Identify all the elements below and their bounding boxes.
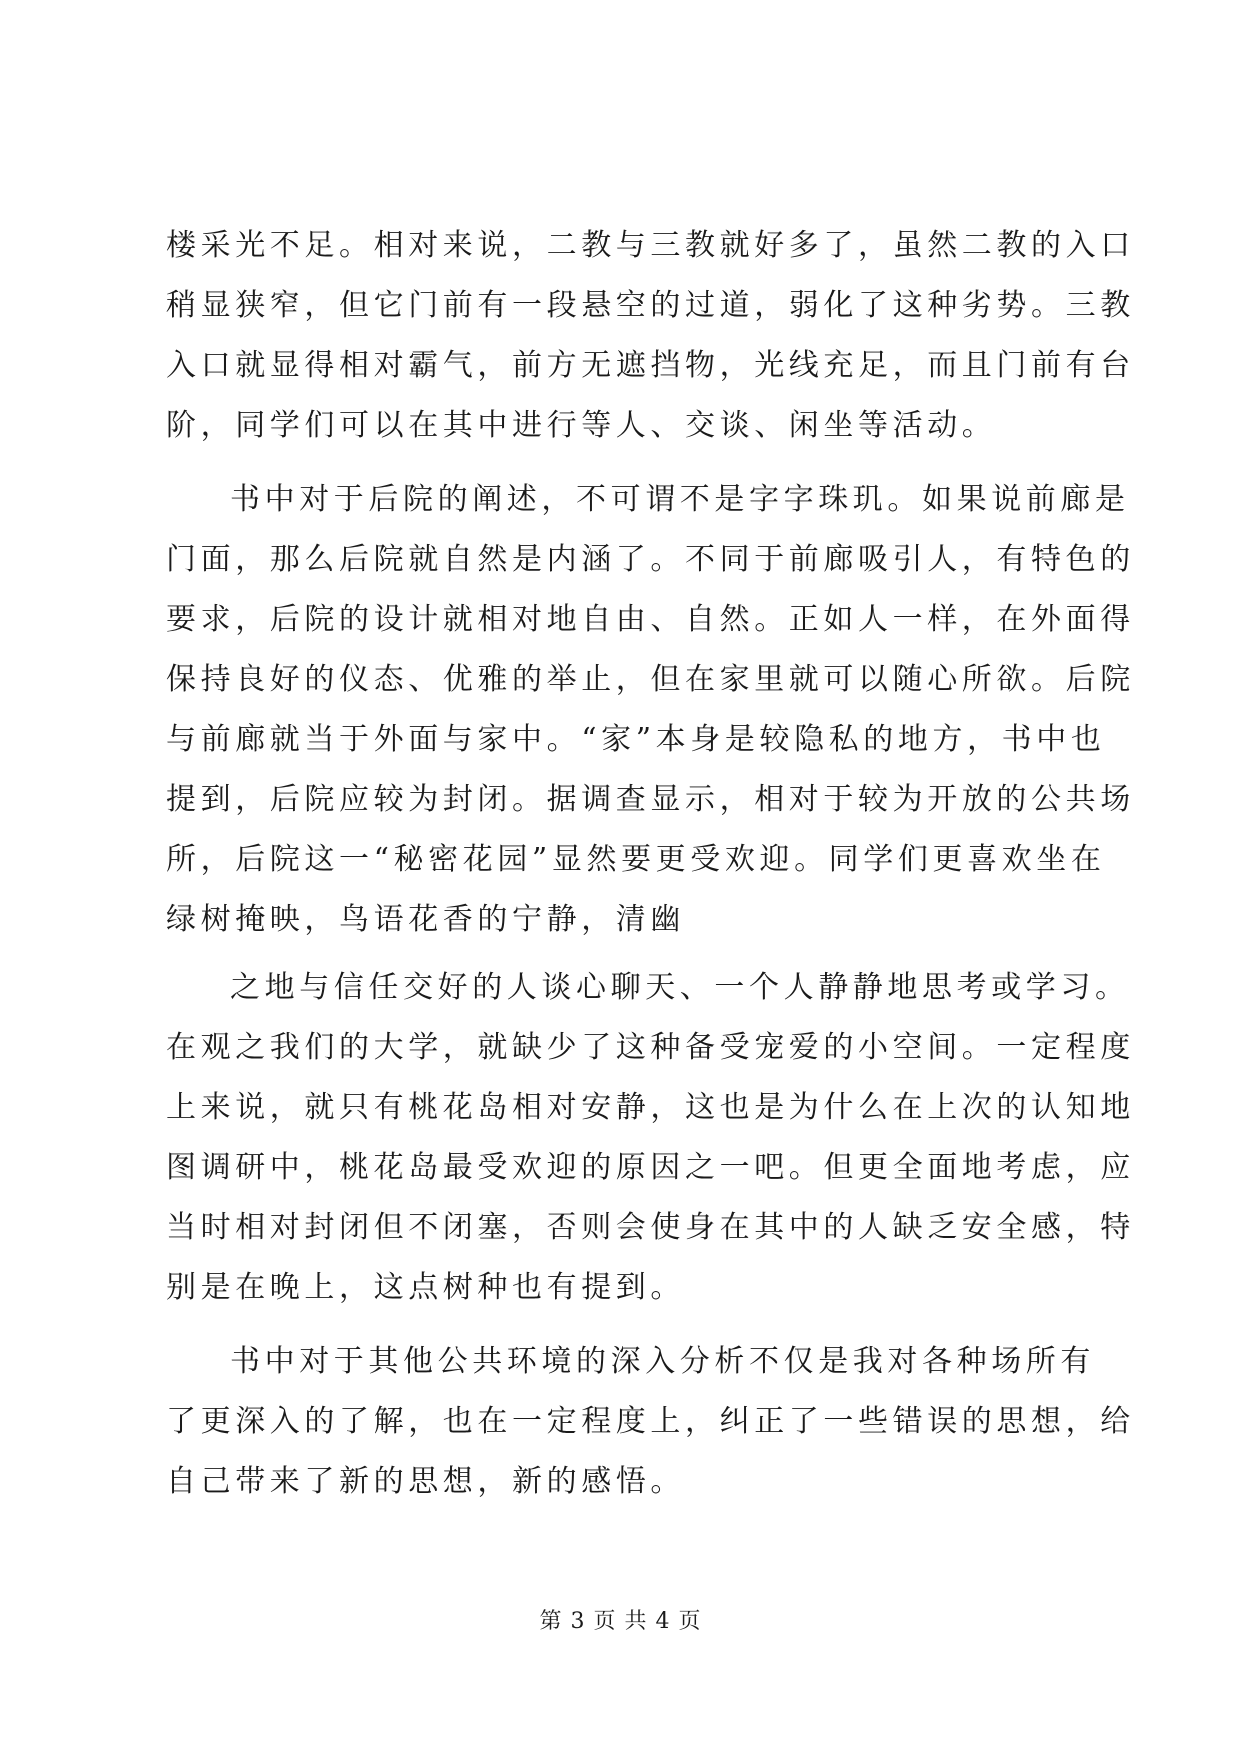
text-line: 别是在晚上，这点树种也有提到。 <box>166 1270 685 1305</box>
paragraph-first-line: 书中对于后院的阐述，不可谓不是字字珠玑。如果说前廊是 <box>230 482 1130 517</box>
text-line: 与前廊就当于外面与家中。“家”本身是较隐私的地方，书中也 <box>166 722 1106 757</box>
text-line: 保持良好的仪态、优雅的举止，但在家里就可以随心所欲。后院 <box>166 662 1135 697</box>
text-line: 绿树掩映，鸟语花香的宁静，清幽 <box>166 902 685 937</box>
text-line: 自己带来了新的思想，新的感悟。 <box>166 1464 685 1499</box>
text-line: 所，后院这一“秘密花园”显然要更受欢迎。同学们更喜欢坐在 <box>166 842 1106 877</box>
text-line: 阶，同学们可以在其中进行等人、交谈、闲坐等活动。 <box>166 408 997 443</box>
text-line: 要求，后院的设计就相对地自由、自然。正如人一样，在外面得 <box>166 602 1135 637</box>
paragraph-first-line: 书中对于其他公共环境的深入分析不仅是我对各种场所有 <box>230 1344 1095 1379</box>
text-line: 入口就显得相对霸气，前方无遮挡物，光线充足，而且门前有台 <box>166 348 1135 383</box>
text-line: 图调研中，桃花岛最受欢迎的原因之一吧。但更全面地考虑，应 <box>166 1150 1135 1185</box>
page-number: 第 3 页 共 4 页 <box>539 1609 702 1634</box>
text-line: 稍显狭窄，但它门前有一段悬空的过道，弱化了这种劣势。三教 <box>166 288 1135 323</box>
text-line: 上来说，就只有桃花岛相对安静，这也是为什么在上次的认知地 <box>166 1090 1135 1125</box>
paragraph-first-line: 之地与信任交好的人谈心聊天、一个人静静地思考或学习。 <box>230 970 1130 1005</box>
text-line: 楼采光不足。相对来说，二教与三教就好多了，虽然二教的入口 <box>166 228 1135 263</box>
text-line: 在观之我们的大学，就缺少了这种备受宠爱的小空间。一定程度 <box>166 1030 1135 1065</box>
text-line: 门面，那么后院就自然是内涵了。不同于前廊吸引人，有特色的 <box>166 542 1135 577</box>
text-line: 提到，后院应较为封闭。据调查显示，相对于较为开放的公共场 <box>166 782 1135 817</box>
text-line: 了更深入的了解，也在一定程度上，纠正了一些错误的思想，给 <box>166 1404 1135 1439</box>
text-line: 当时相对封闭但不闭塞，否则会使身在其中的人缺乏安全感，特 <box>166 1210 1135 1245</box>
